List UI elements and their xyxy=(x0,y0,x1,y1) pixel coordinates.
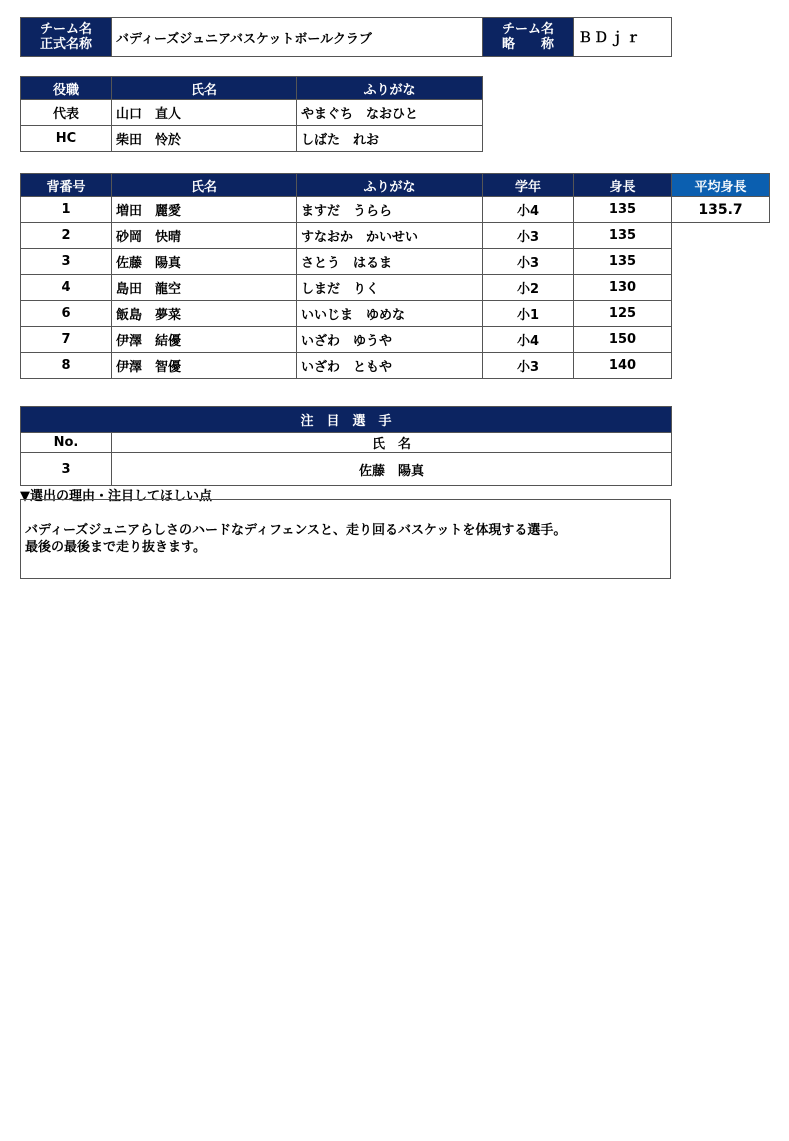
player-grade: 小1 xyxy=(483,301,574,327)
short-name-label: チーム名 略 称 xyxy=(483,18,574,57)
player-name: 飯島 夢菜 xyxy=(112,301,297,327)
featured-number: 3 xyxy=(21,453,112,486)
staff-name: 柴田 怜於 xyxy=(112,126,297,152)
players-header-height: 身長 xyxy=(574,174,672,197)
player-kana: すなおか かいせい xyxy=(297,223,483,249)
player-row xyxy=(21,197,672,223)
player-name: 島田 龍空 xyxy=(112,275,297,301)
player-number: 2 xyxy=(21,223,112,249)
player-kana: いいじま ゆめな xyxy=(297,301,483,327)
staff-kana: やまぐち なおひと xyxy=(297,100,483,126)
reason-box xyxy=(20,499,671,579)
reason-text-line: 最後の最後まで走り抜きます。 xyxy=(25,540,206,555)
player-number: 3 xyxy=(21,249,112,275)
player-number: 7 xyxy=(21,327,112,353)
player-row xyxy=(21,353,672,379)
player-grade: 小3 xyxy=(483,353,574,379)
player-number: 4 xyxy=(21,275,112,301)
player-row xyxy=(21,327,672,353)
player-grade: 小3 xyxy=(483,223,574,249)
player-name: 佐藤 陽真 xyxy=(112,249,297,275)
staff-table xyxy=(20,76,483,152)
player-grade: 小4 xyxy=(483,197,574,223)
team-name-table xyxy=(20,17,672,57)
player-kana: ますだ うらら xyxy=(297,197,483,223)
staff-row xyxy=(21,100,483,126)
staff-name: 山口 直人 xyxy=(112,100,297,126)
average-height-value: 135.7 xyxy=(672,197,770,223)
official-name-label: チーム名 正式名称 xyxy=(21,18,112,57)
players-header-name: 氏名 xyxy=(112,174,297,197)
staff-header-role: 役職 xyxy=(21,77,112,100)
player-name: 伊澤 結優 xyxy=(112,327,297,353)
player-name: 砂岡 快晴 xyxy=(112,223,297,249)
player-height: 125 xyxy=(574,301,672,327)
featured-name-header: 氏 名 xyxy=(112,433,672,453)
featured-title: 注 目 選 手 xyxy=(21,407,672,433)
player-kana: いざわ ゆうや xyxy=(297,327,483,353)
player-number: 1 xyxy=(21,197,112,223)
average-height-header: 平均身長 xyxy=(672,174,770,197)
staff-header-name: 氏名 xyxy=(112,77,297,100)
player-height: 135 xyxy=(574,223,672,249)
staff-row xyxy=(21,126,483,152)
short-name-value: ＢＤｊｒ xyxy=(574,18,672,57)
featured-player-table xyxy=(20,406,672,486)
player-grade: 小2 xyxy=(483,275,574,301)
players-header-number: 背番号 xyxy=(21,174,112,197)
player-height: 150 xyxy=(574,327,672,353)
staff-role: 代表 xyxy=(21,100,112,126)
player-name: 伊澤 智優 xyxy=(112,353,297,379)
player-grade: 小4 xyxy=(483,327,574,353)
featured-no-header: No. xyxy=(21,433,112,453)
player-height: 130 xyxy=(574,275,672,301)
staff-header-kana: ふりがな xyxy=(297,77,483,100)
player-row xyxy=(21,301,672,327)
players-header-grade: 学年 xyxy=(483,174,574,197)
player-kana: いざわ ともや xyxy=(297,353,483,379)
staff-role: HC xyxy=(21,126,112,152)
player-height: 135 xyxy=(574,197,672,223)
average-height-table xyxy=(671,173,770,223)
player-row xyxy=(21,249,672,275)
reason-label: ▼選出の理由・注目してほしい点 xyxy=(20,489,212,504)
featured-name: 佐藤 陽真 xyxy=(112,453,672,486)
reason-text-line: バディーズジュニアらしさのハードなディフェンスと、走り回るバスケットを体現する選手。 xyxy=(25,523,567,538)
player-height: 135 xyxy=(574,249,672,275)
player-name: 増田 麗愛 xyxy=(112,197,297,223)
players-header-kana: ふりがな xyxy=(297,174,483,197)
player-height: 140 xyxy=(574,353,672,379)
player-kana: しまだ りく xyxy=(297,275,483,301)
player-row xyxy=(21,275,672,301)
player-grade: 小3 xyxy=(483,249,574,275)
player-number: 8 xyxy=(21,353,112,379)
staff-kana: しばた れお xyxy=(297,126,483,152)
player-row xyxy=(21,223,672,249)
player-kana: さとう はるま xyxy=(297,249,483,275)
players-table xyxy=(20,173,672,379)
player-number: 6 xyxy=(21,301,112,327)
official-name-value: バディーズジュニアバスケットボールクラブ xyxy=(112,18,483,57)
